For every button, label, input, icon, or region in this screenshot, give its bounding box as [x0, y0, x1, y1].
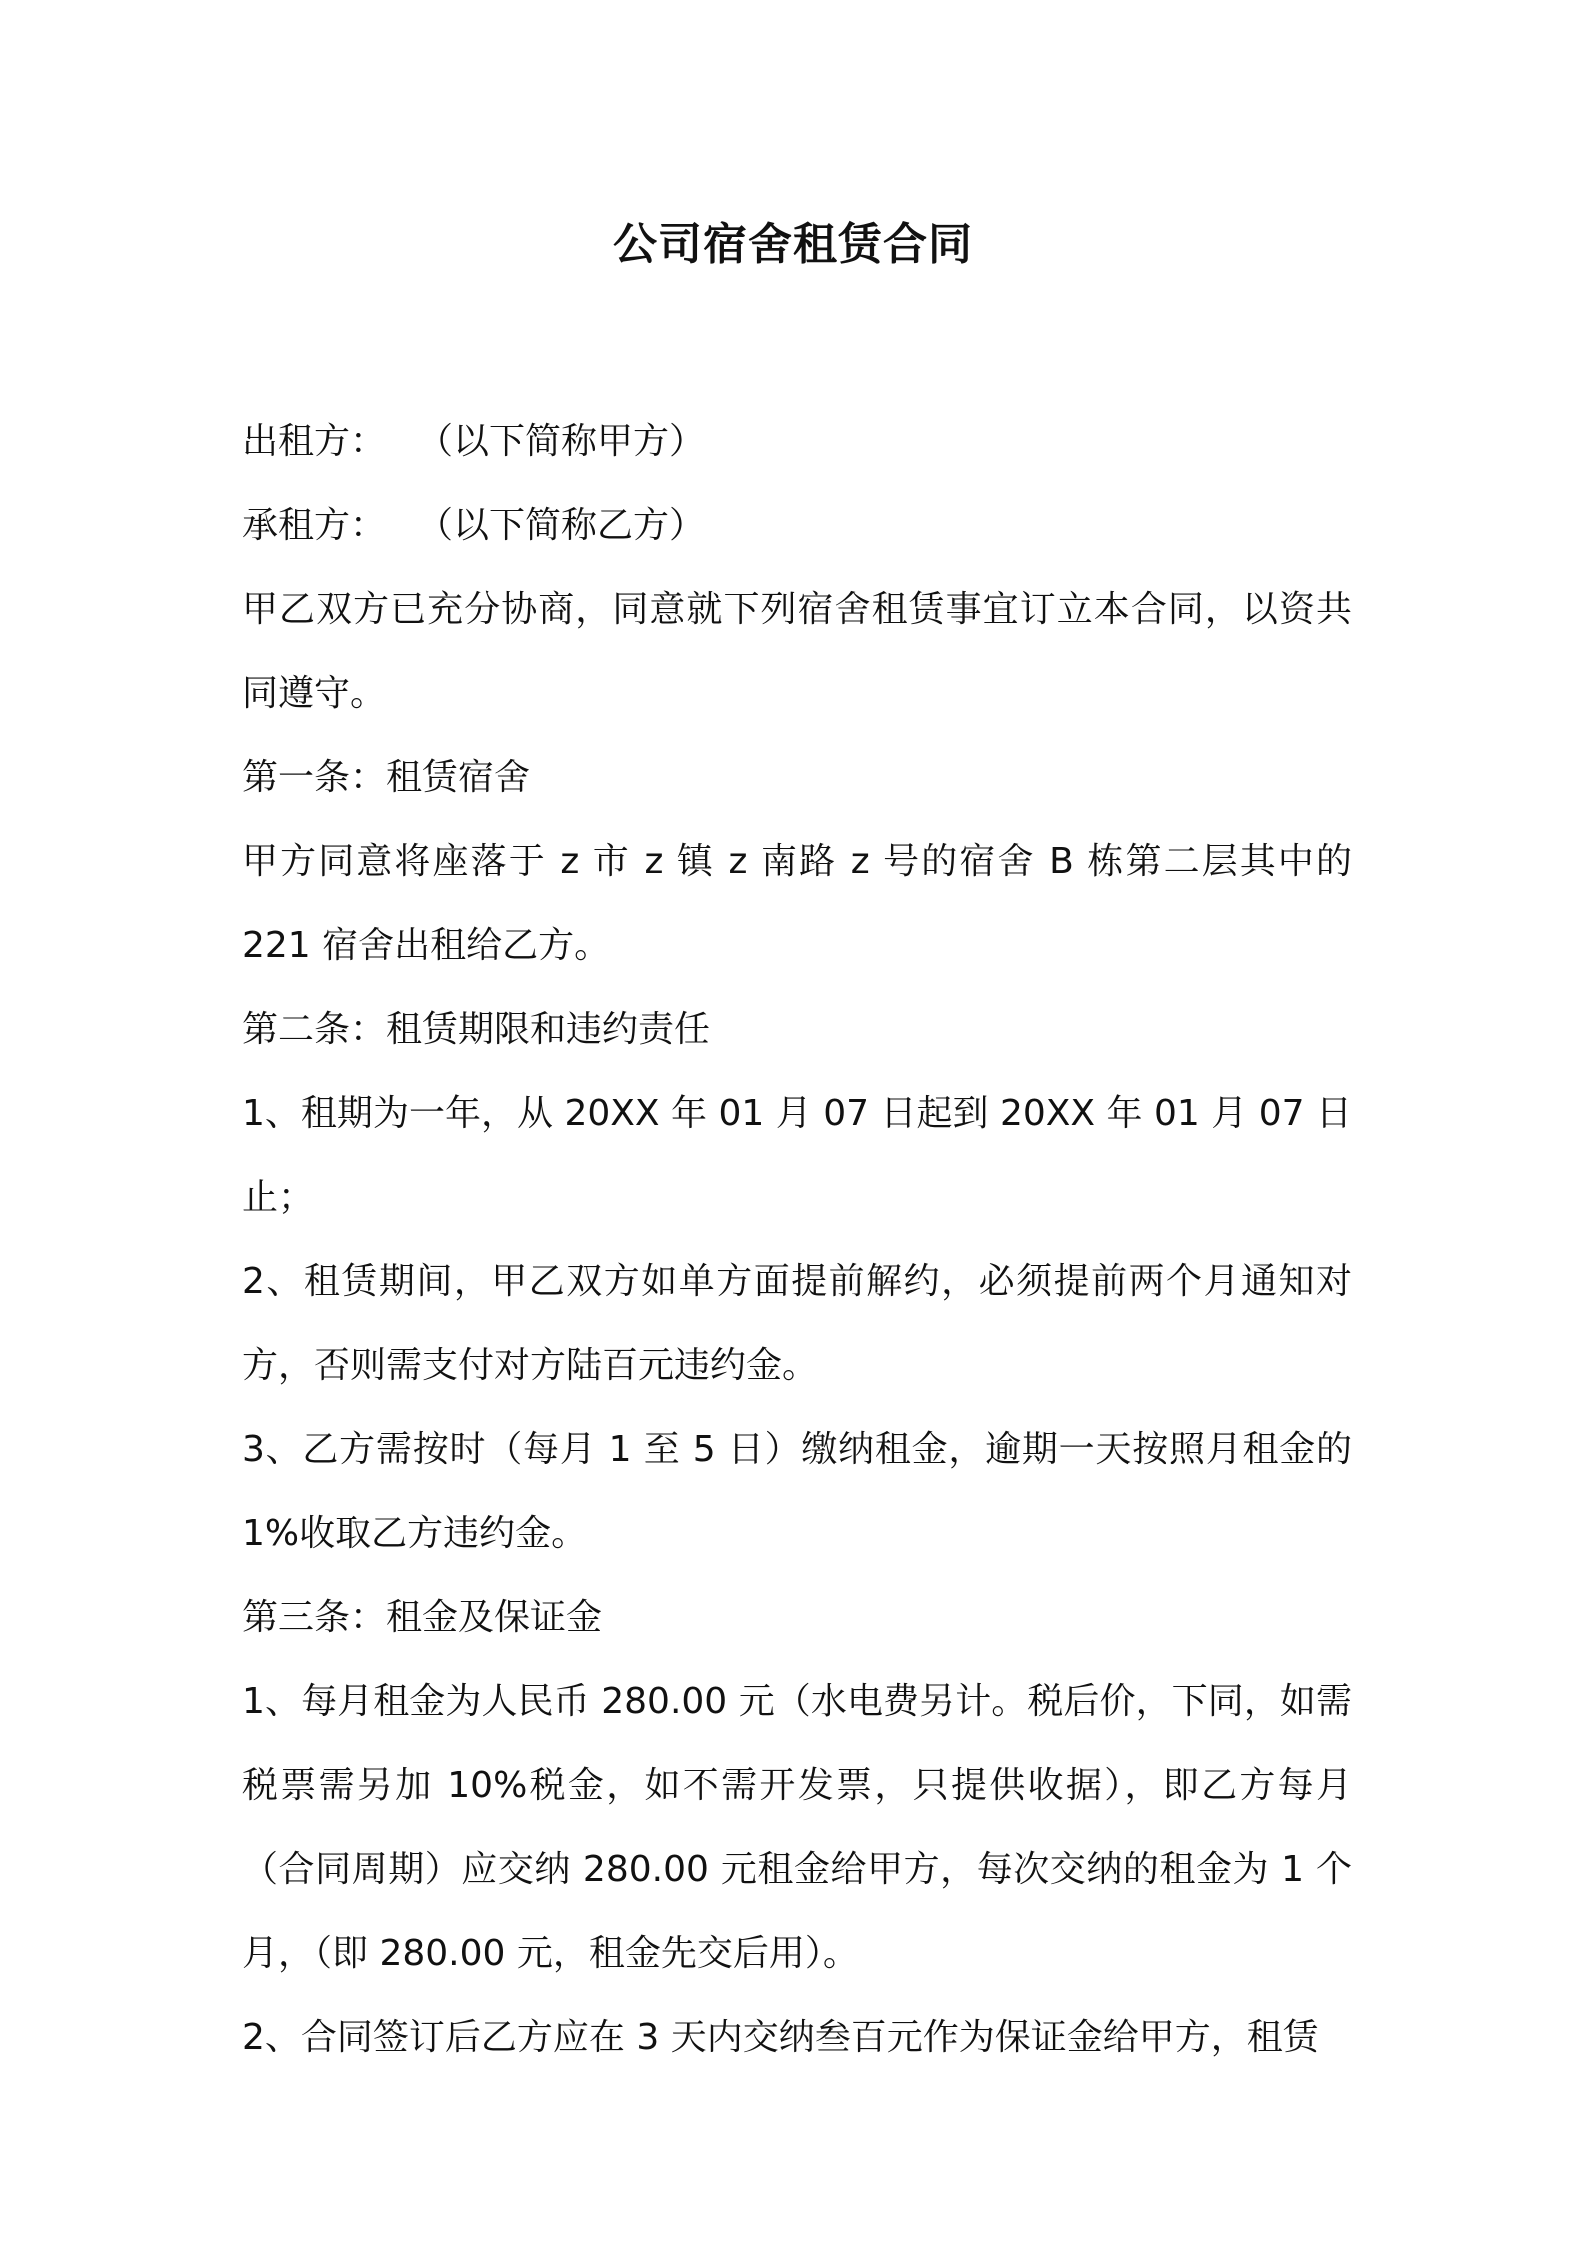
lessor-line [242, 400, 1352, 484]
article-3-item-2: 2、合同签订后乙方应在 3 天内交纳叁百元作为保证金给甲方，租赁 [242, 2017, 1319, 2058]
paragraph-intro: 甲乙双方已充分协商，同意就下列宿舍租赁事宜订立本合同，以资共同遵守。 [242, 589, 1352, 714]
article-2-item-1: 1、租期为一年，从 20XX 年 01 月 07 日起到 20XX 年 01 月 07 日止； [242, 1093, 1352, 1218]
article-1-text: 甲方同意将座落于 z 市 z 镇 z 南路 z 号的宿舍 B 栋第二层其中的 221 宿舍出租给乙方。 [242, 841, 1352, 966]
lessee-label: 承租方： [242, 505, 387, 546]
lessor-label: 出租方： [242, 421, 387, 462]
lessee-line [242, 484, 1352, 568]
article-2-item-3: 3、乙方需按时（每月 1 至 5 日）缴纳租金，逾期一天按照月租金的 1%收取乙方违约金。 [242, 1429, 1352, 1554]
article-2-heading: 第二条：租赁期限和违约责任 [242, 1009, 711, 1050]
lessee-note: （以下简称乙方） [417, 505, 706, 546]
document-title: 公司宿舍租赁合同 [613, 219, 973, 270]
article-1-heading: 第一条：租赁宿舍 [242, 757, 531, 798]
article-3-heading: 第三条：租金及保证金 [242, 1597, 603, 1638]
article-3-item-1: 1、每月租金为人民币 280.00 元（水电费另计。税后价，下同，如需税票需另加 10%税金，如不需开发票，只提供收据），即乙方每月（合同周期）应交纳 280.00 元租金给甲方，每次交纳的租金为 1 个月，（即 280.00 元，租金先交后用）。 [242, 1681, 1352, 1974]
lessor-note: （以下简称甲方） [417, 421, 706, 462]
document-body [242, 400, 1352, 2080]
article-2-item-2: 2、租赁期间，甲乙双方如单方面提前解约，必须提前两个月通知对方，否则需支付对方陆百元违约金。 [242, 1261, 1352, 1386]
